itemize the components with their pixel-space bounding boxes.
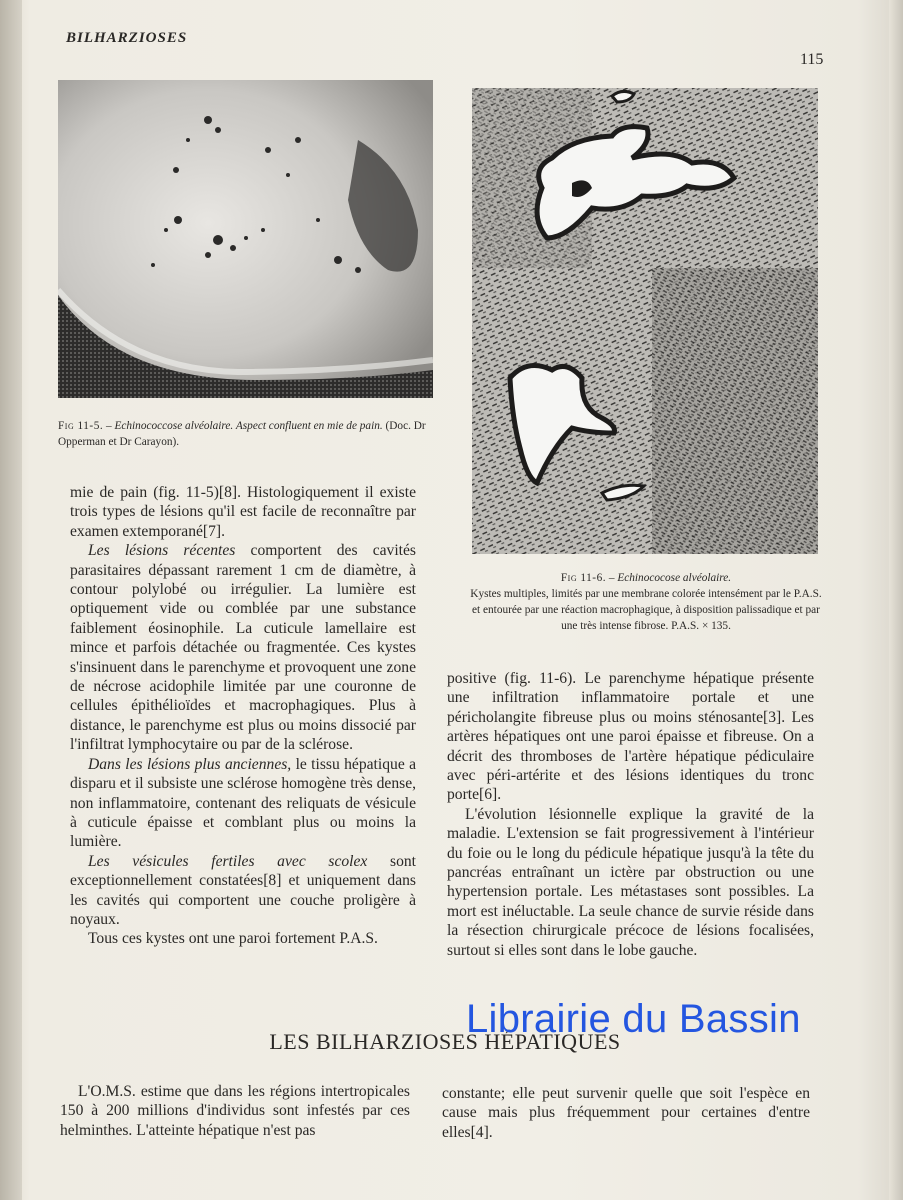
figure-label: Fig 11-5. [58,420,104,432]
paragraph-lead: Dans les lésions plus anciennes, [88,755,292,773]
paragraph: positive (fig. 11-6). Le parenchyme hépatique présente une infiltration inflammatoire portale et une péricholangite fibreuse plus ou moins sténosante[3]. Les artères hépatiques ont une paroi épaisse et fibreuse. On a décrit des thromboses de l'artère hépatique pédiculaire avec péri-artérite et des lésions identiques du tronc porte[6]. [447,670,814,804]
paragraph-body: le tissu hépatique a disparu et il subsiste une sclérose homogène très dense, non inflammatoire, contenant des reliquats de vésicule à cuticule épaisse et comblant plus ou moins la lumière. [70,755,417,851]
figure-credit: (Doc. Dr Opperman et Dr Carayon). [58,420,426,448]
text-column-left-bottom: L'O.M.S. estime que dans les régions intertropicales 150 à 200 millions d'individus sont infestés par ces helminthes. L'atteinte hépatique n'est pas [60,1083,410,1139]
figure-11-5-caption [58,418,432,450]
figure-label: Fig 11-6. [560,572,607,584]
text-column-right-bottom: constante; elle peut survenir quelle que soit l'espèce en cause mais plus fréquemment pour certaines d'entre elles[4]. [442,1085,810,1141]
paragraph: Tous ces kystes ont une paroi fortement P.A.S. [88,930,378,948]
paragraph-lead: Les vésicules fertiles avec scolex [88,852,368,870]
book-binding-shadow [0,0,22,1200]
page-edge [889,0,903,1200]
paragraph: mie de pain (fig. 11-5)[8]. Histologiquement il existe trois types de lésions qu'il est facile de reconnaître par examen extemporané[7]. [70,484,416,540]
figure-11-5-photo [58,80,433,398]
figure-11-6-micrograph [472,88,818,554]
running-head: BILHARZIOSES [66,30,188,46]
seller-watermark: Librairie du Bassin [466,997,801,1041]
figure-title: – Echinococcose alvéolaire. Aspect confluent en mie de pain. [106,420,383,432]
paragraph: L'évolution lésionnelle explique la gravité de la maladie. L'extension se fait progressivement à l'intérieur du foie ou le long du pédicule hépatique jusqu'à la tête du pancréas entraînant un ictère par obstruction ou une hypertension portale. Les métastases sont possibles. La mort est inéluctable. La seule chance de survie réside dans la résection chirurgicale précoce de lésions focalisées, surtout si elles sont dans le lobe gauche. [447,805,814,959]
paragraph [70,755,416,852]
paragraph [70,541,416,754]
text-column-left [70,483,416,949]
figure-title: – Echinococose alvéolaire. [608,572,732,584]
section-title: LES BILHARZIOSES HÉPATIQUES [269,1029,621,1054]
text-column-right [447,669,814,960]
figure-description: Kystes multiples, limités par une membrane colorée intensément par le P.A.S. et entourée par une réaction macrophagique, à disposition palissadique et par une très intense fibrose. P.A.S. × 135. [470,588,822,632]
paragraph-body: sont exceptionnellement constatées[8] et uniquement dans les cavités qui comportent une couche proligère à noyaux. [70,852,416,928]
paragraph-body: comportent des cavités parasitaires dépassant rarement 1 cm de diamètre, à contour polylobé ou irrégulier. La lumière est optiquement vide ou comblée par une substance faiblement éosinophile. La cuticule lamellaire est mince et parfois détachée ou fragmentée. Ces kystes s'insinuent dans le parenchyme et provoquent une zone de nécrose acidophile limitée par une couronne de cellules épithélioïdes et macrophagiques. Plus à distance, le parenchyme est plus ou moins dissocié par l'infiltrat lymphocytaire ou par de la sclérose. [70,542,417,754]
paragraph-lead: Les lésions récentes [88,542,236,560]
paragraph [70,852,416,930]
figure-11-6-caption [470,570,822,634]
page-number: 115 [800,51,824,68]
